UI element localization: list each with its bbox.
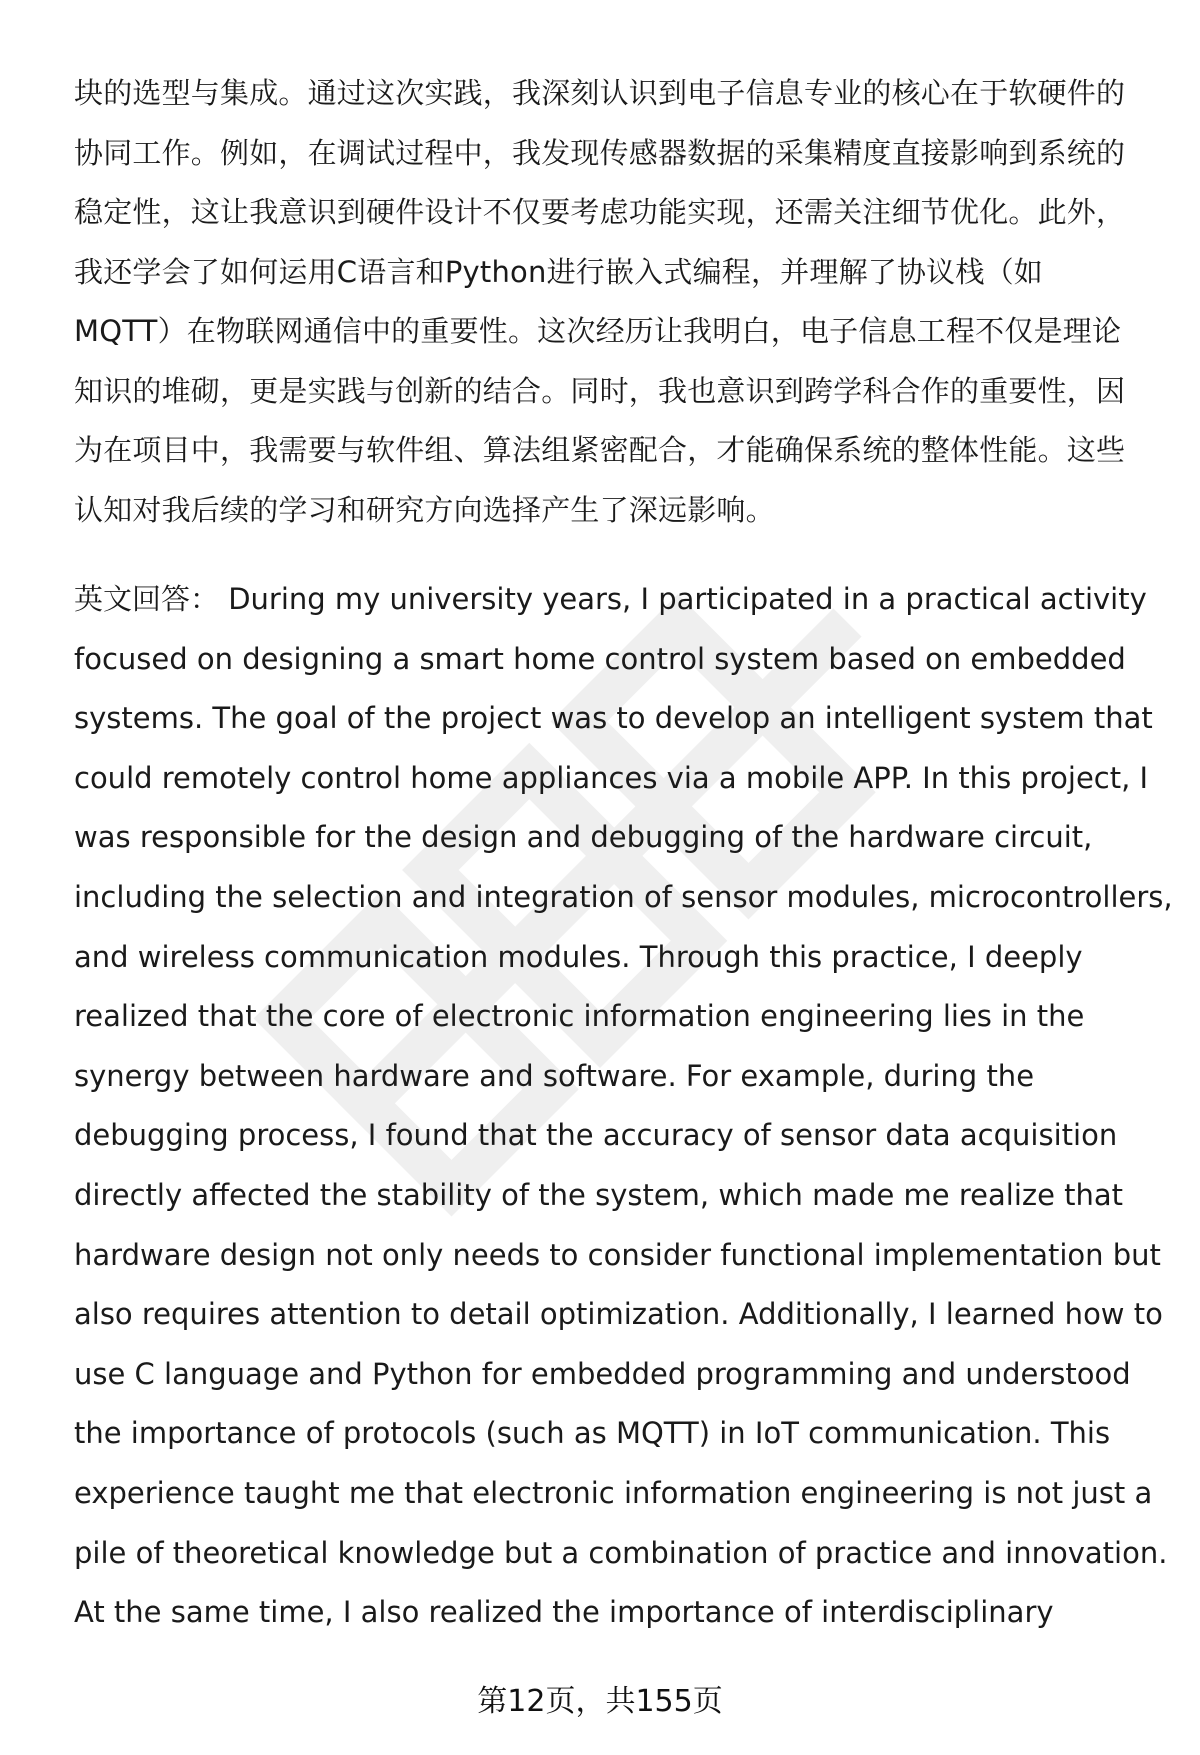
text-line: the importance of protocols (such as MQTT) in IoT communication. This [74,1416,1111,1451]
text-line: At the same time, I also realized the importance of interdisciplinary [74,1595,1054,1630]
text-line: directly affected the stability of the system, which made me realize that [74,1177,1124,1212]
text-line: 协同工作。例如，在调试过程中，我发现传感器数据的采集精度直接影响到系统的 [74,135,1126,170]
text-line: and wireless communication modules. Through this practice, I deeply [74,939,1083,974]
text-line: 认知对我后续的学习和研究方向选择产生了深远影响。 [74,492,775,527]
text-line: experience taught me that electronic information engineering is not just a [74,1475,1153,1510]
text-line: synergy between hardware and software. For example, during the [74,1058,1035,1093]
text-line: hardware design not only needs to consider functional implementation but [74,1237,1161,1272]
text-line: pile of theoretical knowledge but a combination of practice and innovation. [74,1535,1168,1570]
text-line: 块的选型与集成。通过这次实践，我深刻认识到电子信息专业的核心在于软硬件的 [74,76,1126,110]
text-line: debugging process, I found that the accuracy of sensor data acquisition [74,1118,1118,1153]
text-line: including the selection and integration of sensor modules, microcontrollers, [74,879,1173,914]
text-line: 英文回答： During my university years, I participated in a practical activity [74,582,1147,616]
text-line: also requires attention to detail optimization. Additionally, I learned how to [74,1297,1163,1332]
text-line: use C language and Python for embedded programming and understood [74,1356,1131,1391]
page-number-footer: 第12页，共155页 [477,1684,723,1719]
text-line: realized that the core of electronic information engineering lies in the [74,999,1085,1034]
text-line: was responsible for the design and debugging of the hardware circuit, [74,820,1093,855]
text-line: focused on designing a smart home control system based on embedded [74,641,1126,676]
text-line: 稳定性，这让我意识到硬件设计不仅要考虑功能实现，还需关注细节优化。此外， [74,195,1126,229]
text-line: 为在项目中，我需要与软件组、算法组紧密配合，才能确保系统的整体性能。这些 [74,433,1126,467]
text-line: 我还学会了如何运用C语言和Python进行嵌入式编程，并理解了协议栈（如 [74,254,1043,289]
text-line: could remotely control home appliances via a mobile APP. In this project, I [74,760,1149,795]
text-line: systems. The goal of the project was to develop an intelligent system that [74,701,1153,736]
chinese-answer-paragraph [74,64,1154,540]
text-line: MQTT）在物联网通信中的重要性。这次经历让我明白，电子信息工程不仅是理论 [74,314,1122,348]
document-body [74,64,1173,1643]
text-line: 知识的堆砌，更是实践与创新的结合。同时，我也意识到跨学科合作的重要性，因 [74,373,1126,408]
english-answer-paragraph [74,570,1173,1643]
